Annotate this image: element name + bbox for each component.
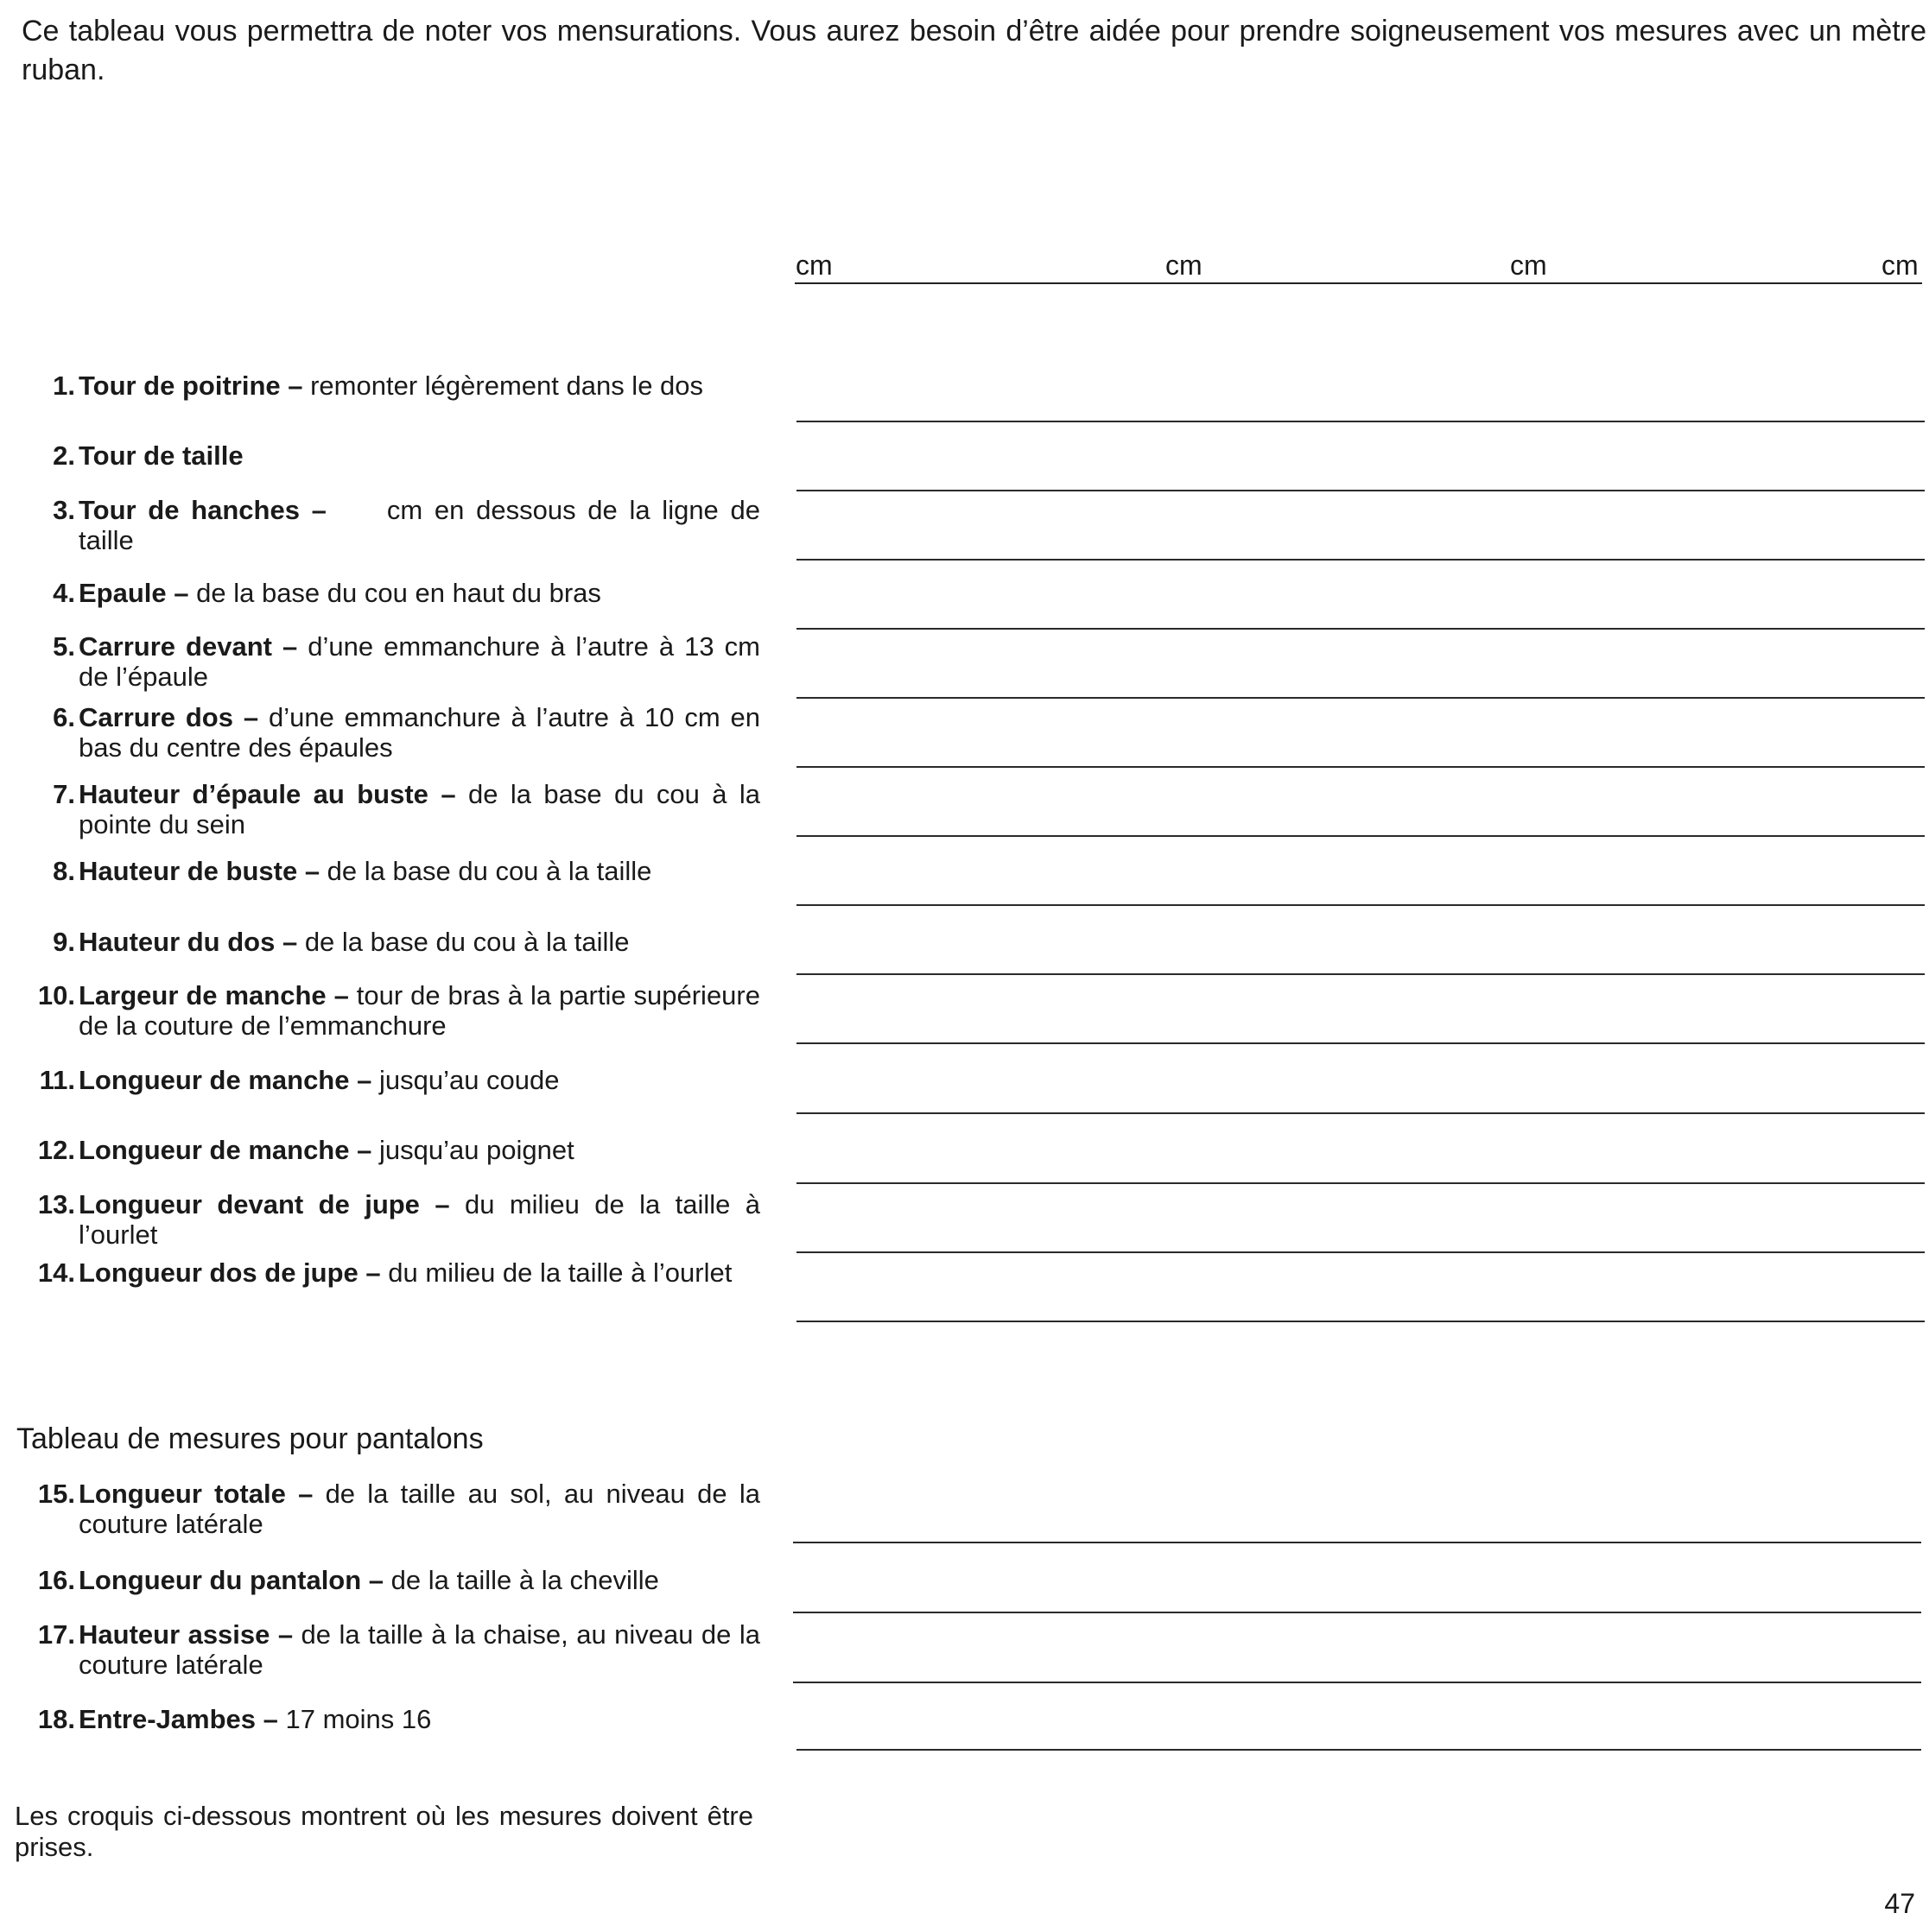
answer-line-14 (796, 1321, 1925, 1322)
measurement-desc: 17 moins 16 (277, 1704, 432, 1734)
header-rule (795, 282, 1922, 284)
measurement-title: Longueur de manche – (79, 1135, 372, 1165)
measurement-item-5 (22, 631, 760, 692)
intro-paragraph: Ce tableau vous permettra de noter vos mensurations. Vous aurez besoin d’être aidée pour prendre soigneusement vos mesures avec un mètre ruban. (22, 15, 1926, 86)
measurement-desc: de la base du cou à la taille (297, 927, 630, 957)
measurement-item-8 (22, 856, 760, 886)
measurement-desc: de la base du cou en haut du bras (188, 578, 601, 608)
measurement-desc: de la base du cou à la taille (320, 856, 652, 886)
trousers-item-16 (22, 1565, 760, 1595)
measurement-item-3 (22, 495, 760, 555)
measurement-desc: de la base du cou à la pointe du sein (79, 779, 760, 839)
measurement-title: Hauteur assise – (79, 1619, 294, 1650)
measurement-title: Carrure dos – (79, 702, 259, 732)
measurement-title: Tour de poitrine – (79, 371, 303, 401)
answer-line-17 (793, 1682, 1921, 1683)
measurement-desc: tour de bras à la partie supérieure de la couture de l’emmanchure (79, 980, 760, 1041)
measurement-number: 18. (37, 1704, 75, 1734)
measurement-desc: remonter légèrement dans le dos (302, 371, 704, 401)
answer-line-3 (796, 559, 1925, 561)
answer-line-4 (796, 628, 1925, 630)
measurement-item-1 (22, 371, 760, 401)
answer-line-6 (796, 766, 1925, 768)
measurement-title: Epaule – (79, 578, 189, 608)
measurement-item-13 (22, 1189, 760, 1250)
measurement-title: Longueur de manche – (79, 1065, 372, 1095)
measurement-number: 9. (53, 927, 75, 957)
measurement-number: 10. (37, 980, 75, 1010)
trousers-item-18 (22, 1704, 760, 1734)
measurement-title: Hauteur de buste – (79, 856, 320, 886)
measurement-number: 13. (37, 1189, 75, 1219)
measurement-item-11 (22, 1065, 760, 1095)
measurement-item-7 (22, 779, 760, 839)
measurement-item-4 (22, 578, 760, 608)
answer-line-5 (796, 697, 1925, 699)
measurement-item-9 (22, 927, 760, 957)
answer-line-18 (796, 1749, 1921, 1751)
measurement-title: Longueur du pantalon – (79, 1565, 384, 1595)
measurement-number: 8. (53, 856, 75, 886)
trousers-item-15 (22, 1479, 760, 1539)
answer-line-1 (796, 421, 1925, 422)
measurement-desc: cm en dessous de la ligne de taille (79, 495, 760, 555)
measurement-title: Entre-Jambes – (79, 1704, 278, 1734)
measurement-number: 5. (53, 631, 75, 662)
measurement-desc: de la taille au sol, au niveau de la couture latérale (79, 1479, 760, 1539)
measurement-desc: du milieu de la taille à l’ourlet (380, 1257, 733, 1288)
unit-label-col-1: cm (796, 250, 833, 281)
answer-line-2 (796, 490, 1925, 491)
measurement-number: 17. (37, 1619, 75, 1650)
measurement-desc: jusqu’au poignet (371, 1135, 574, 1165)
unit-label-col-2: cm (1165, 250, 1202, 281)
answer-line-11 (796, 1112, 1925, 1114)
unit-label-col-4: cm (1881, 250, 1919, 281)
measurement-number: 11. (39, 1065, 75, 1095)
measurement-desc: de la taille à la chaise, au niveau de la couture latérale (79, 1619, 760, 1680)
answer-line-13 (796, 1251, 1925, 1253)
measurement-title: Hauteur d’épaule au buste – (79, 779, 456, 809)
measurement-number: 12. (37, 1135, 75, 1165)
measurement-number: 14. (37, 1257, 75, 1288)
trousers-section-title: Tableau de mesures pour pantalons (16, 1422, 484, 1455)
measurement-number: 2. (53, 440, 75, 471)
answer-line-15 (793, 1542, 1921, 1543)
measurement-desc: du milieu de la taille à l’ourlet (79, 1189, 761, 1250)
measurement-item-12 (22, 1135, 760, 1165)
page-number: 47 (1884, 1888, 1915, 1919)
measurement-title: Hauteur du dos – (79, 927, 298, 957)
measurement-item-6 (22, 702, 760, 763)
measurement-title: Longueur devant de jupe – (79, 1189, 450, 1219)
measurement-desc: d’une emmanchure à l’autre à 13 cm de l’épaule (79, 631, 760, 692)
outro-paragraph: Les croquis ci-dessous montrent où les mesures doivent être prises. (15, 1801, 753, 1862)
measurement-desc: jusqu’au coude (371, 1065, 560, 1095)
answer-line-7 (796, 835, 1925, 837)
measurement-number: 6. (53, 702, 75, 732)
unit-label-col-3: cm (1510, 250, 1547, 281)
measurement-item-10 (22, 980, 760, 1041)
measurement-item-14 (22, 1257, 760, 1288)
measurement-title: Tour de taille (79, 440, 244, 471)
answer-line-8 (796, 904, 1925, 906)
measurement-title: Tour de hanches – (79, 495, 327, 525)
measurement-number: 3. (53, 495, 75, 525)
measurement-title: Carrure devant – (79, 631, 298, 662)
measurement-number: 7. (53, 779, 75, 809)
measurement-item-2 (22, 440, 760, 471)
measurement-number: 15. (37, 1479, 75, 1509)
measurement-number: 16. (37, 1565, 75, 1595)
answer-line-12 (796, 1182, 1925, 1184)
measurement-title: Largeur de manche – (79, 980, 349, 1010)
answer-line-16 (793, 1612, 1921, 1613)
measurement-number: 1. (53, 371, 75, 401)
measurement-title: Longueur totale – (79, 1479, 314, 1509)
measurement-desc: de la taille à la cheville (384, 1565, 659, 1595)
answer-line-10 (796, 1042, 1925, 1044)
answer-line-9 (796, 973, 1925, 975)
measurement-number: 4. (53, 578, 75, 608)
trousers-item-17 (22, 1619, 760, 1680)
measurement-desc: d’une emmanchure à l’autre à 10 cm en bas du centre des épaules (79, 702, 760, 763)
measurement-title: Longueur dos de jupe – (79, 1257, 381, 1288)
